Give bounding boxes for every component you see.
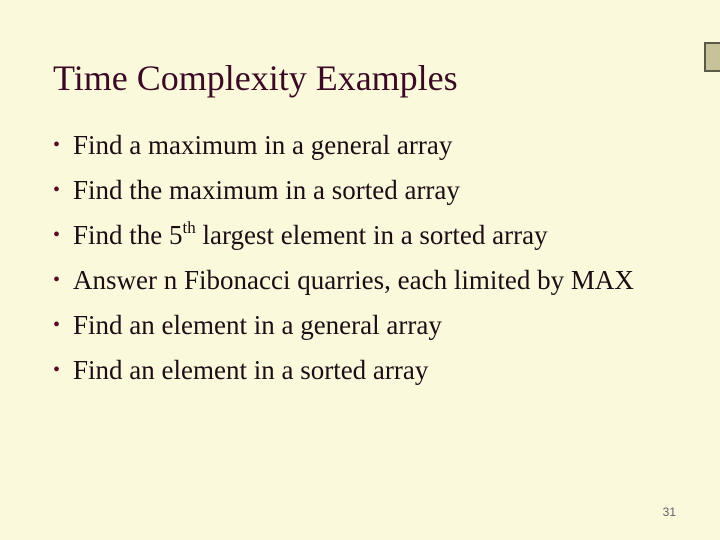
bullet-text-suffix: largest element in a sorted array	[195, 220, 548, 250]
bullet-icon: •	[53, 269, 61, 291]
bullet-icon: •	[53, 314, 61, 336]
bullet-item	[53, 306, 683, 345]
page-number: 31	[662, 505, 676, 519]
corner-tab-decoration	[704, 42, 720, 72]
bullet-item	[53, 261, 683, 300]
bullet-text: Find the maximum in a sorted array	[73, 175, 460, 205]
bullet-list	[53, 126, 683, 396]
bullet-text-prefix: Find the 5	[73, 220, 183, 250]
ordinal-superscript: th	[182, 218, 196, 237]
bullet-text	[73, 216, 683, 255]
bullet-text: Find an element in a general array	[73, 310, 442, 340]
bullet-icon: •	[53, 224, 61, 246]
slide-title: Time Complexity Examples	[53, 58, 458, 98]
bullet-text: Answer n Fibonacci quarries, each limited by MAX	[73, 265, 634, 295]
bullet-text: Find an element in a sorted array	[73, 355, 429, 385]
bullet-item	[53, 216, 683, 255]
bullet-item	[53, 171, 683, 210]
bullet-icon: •	[53, 359, 61, 381]
bullet-item	[53, 351, 683, 390]
bullet-icon: •	[53, 179, 61, 201]
bullet-icon: •	[53, 134, 61, 156]
bullet-item	[53, 126, 683, 165]
bullet-text: Find a maximum in a general array	[73, 130, 453, 160]
